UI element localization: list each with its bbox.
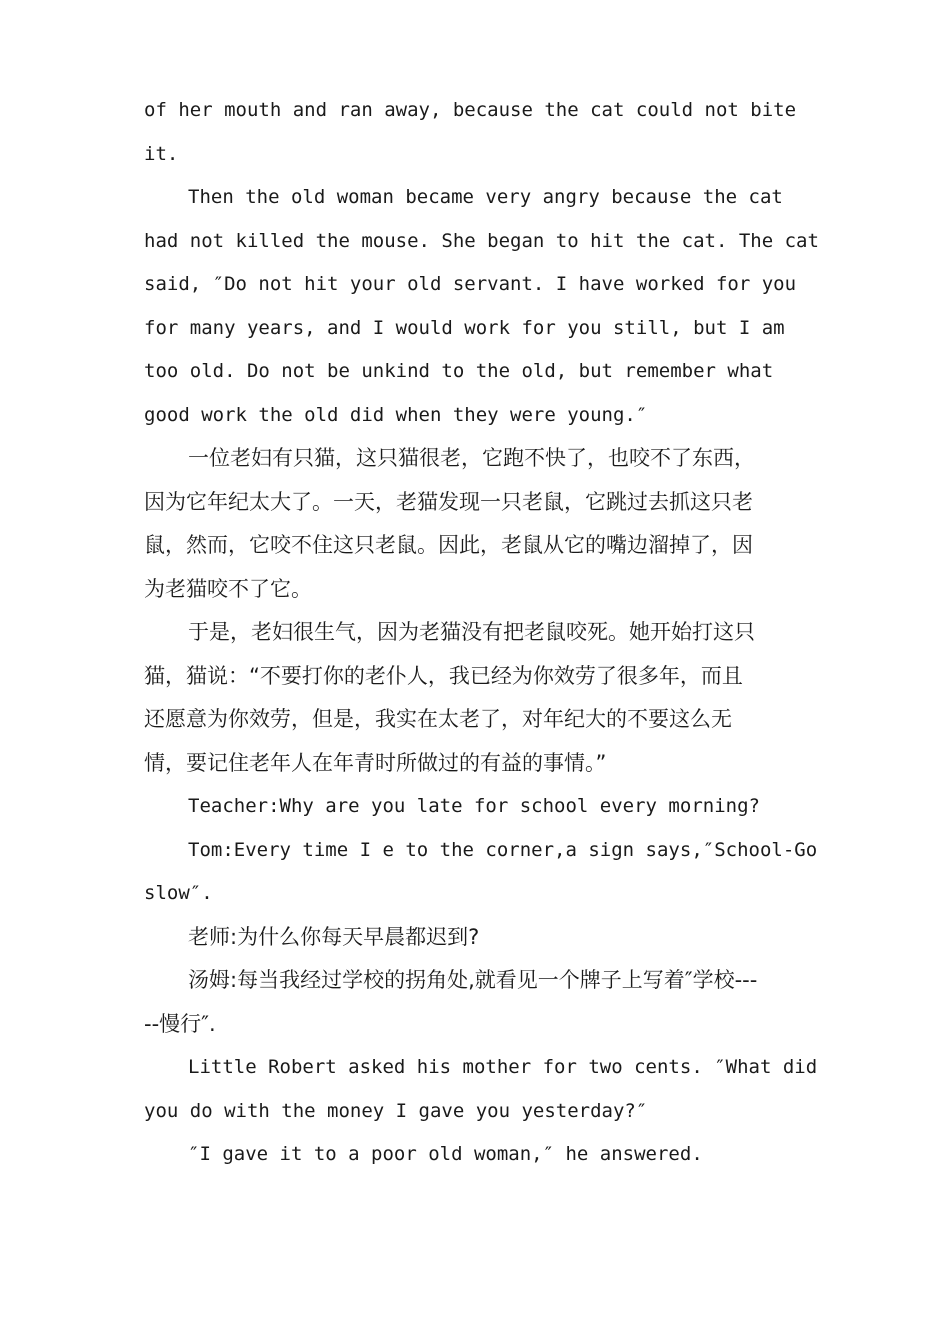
body-text [144,89,819,1177]
text-line: good work the old did when they were young.″ [144,403,648,426]
text-line: 一位老妇有只猫，这只猫很老，它跑不快了，也咬不了东西， [188,446,755,470]
text-line: 为老猫咬不了它。 [144,576,312,601]
text-line: ″I gave it to a poor old woman,″ he answered. [188,1143,703,1165]
text-line: 老师:为什么你每天早晨都迟到? [188,924,480,949]
text-line: 情，要记住老年人在年青时所做过的有益的事情。” [144,750,607,775]
text-line: Tom:Every time I e to the corner,a sign says,″School-Go [188,838,818,861]
text-line: 猫，猫说：“不要打你的老仆人，我已经为你效劳了很多年，而且 [144,663,743,688]
text-line: too old. Do not be unkind to the old, but remember what [144,360,774,382]
text-line: 于是，老妇很生气，因为老猫没有把老鼠咬死。她开始打这只 [188,620,755,644]
text-line: --慢行″. [144,1011,216,1036]
text-line: Then the old woman became very angry because the cat [188,186,783,208]
text-line: you do with the money I gave you yesterday?″ [144,1099,648,1122]
text-line: Teacher:Why are you late for school every morning? [188,795,760,817]
text-line: 汤姆:每当我经过学校的拐角处,就看见一个牌子上写着″学校--- [188,968,758,992]
text-line: had not killed the mouse. She began to hit the cat. The cat [144,229,819,252]
text-line: it. [144,142,179,165]
text-line: slow″. [144,882,213,904]
text-line: said, ″Do not hit your old servant. I have worked for you [144,273,797,295]
text-line: 鼠，然而，它咬不住这只老鼠。因此，老鼠从它的嘴边溜掉了，因 [144,533,753,557]
text-line: 因为它年纪太大了。一天，老猫发现一只老鼠，它跳过去抓这只老 [144,489,753,514]
text-line: Little Robert asked his mother for two cents. ″What did [188,1056,818,1078]
text-line: for many years, and I would work for you still, but I am [144,316,785,339]
text-line: of her mouth and ran away, because the cat could not bite [144,99,797,121]
text-line: 还愿意为你效劳，但是，我实在太老了，对年纪大的不要这么无 [144,707,732,731]
